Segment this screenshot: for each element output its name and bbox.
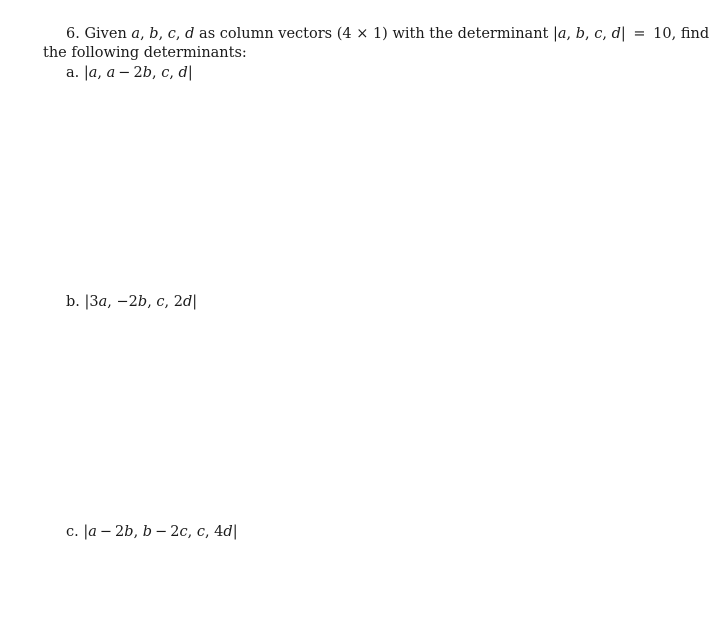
- separator: ,: [97, 65, 107, 81]
- coefficient: 2: [128, 294, 138, 310]
- question-line-1: [66, 25, 709, 44]
- part-c: [66, 523, 238, 542]
- question-intro-column-vectors: as column vectors: [199, 26, 333, 42]
- separator: ,: [585, 26, 595, 42]
- minus-sign: −: [118, 65, 131, 81]
- question-intro-with-determinant: with the determinant: [392, 26, 549, 42]
- separator: ,: [140, 26, 150, 42]
- separator: ,: [151, 65, 162, 81]
- coefficient: 2: [133, 65, 143, 81]
- var-b: b: [149, 26, 159, 42]
- dimensions: (4 × 1): [336, 26, 388, 42]
- separator: ,: [187, 524, 197, 540]
- det-value: 10: [653, 26, 672, 42]
- separator: ,: [107, 294, 117, 310]
- var-a: a: [131, 26, 141, 42]
- var-a: a: [106, 65, 116, 81]
- det-bar-right: |: [232, 524, 238, 540]
- var-c: c: [196, 524, 205, 540]
- separator: ,: [169, 65, 179, 81]
- var-b: b: [142, 524, 153, 540]
- separator: ,: [175, 26, 186, 42]
- var-c: c: [179, 524, 188, 540]
- var-c: c: [167, 26, 176, 42]
- det-bar-right: |: [187, 65, 193, 81]
- var-c: c: [161, 65, 170, 81]
- part-a: [66, 64, 193, 83]
- det-bar-left: |: [552, 26, 558, 42]
- minus-sign: −: [155, 524, 168, 540]
- coefficient: 2: [115, 524, 125, 540]
- var-d: d: [223, 524, 233, 540]
- part-b: [66, 293, 197, 312]
- part-a-label: a.: [66, 65, 80, 81]
- negative-sign: −: [116, 294, 129, 310]
- coefficient: 2: [170, 524, 180, 540]
- var-c: c: [156, 294, 165, 310]
- var-d: d: [185, 26, 195, 42]
- question-intro-find: , find: [671, 26, 709, 42]
- part-b-label: b.: [66, 294, 80, 310]
- separator: ,: [147, 294, 157, 310]
- det-bar-right: |: [620, 26, 626, 42]
- coefficient: 2: [173, 294, 183, 310]
- var-a: a: [88, 524, 97, 540]
- det-bar-left: |: [83, 65, 89, 81]
- separator: ,: [158, 26, 168, 42]
- var-d: d: [178, 65, 188, 81]
- part-c-label: c.: [66, 524, 79, 540]
- var-b: b: [137, 294, 148, 310]
- separator: ,: [566, 26, 576, 42]
- minus-sign: −: [99, 524, 113, 540]
- det-bar-right: |: [192, 294, 198, 310]
- separator: ,: [602, 26, 612, 42]
- var-a: a: [98, 294, 108, 310]
- question-line-2: the following determinants:: [43, 45, 247, 61]
- coefficient: 3: [89, 294, 99, 310]
- equals-sign: =: [633, 26, 646, 42]
- var-a: a: [557, 26, 567, 42]
- det-bar-left: |: [84, 294, 90, 310]
- separator: ,: [204, 524, 215, 540]
- var-a: a: [88, 65, 98, 81]
- var-b: b: [124, 524, 134, 540]
- var-c: c: [594, 26, 603, 42]
- var-b: b: [142, 65, 152, 81]
- det-bar-left: |: [83, 524, 89, 540]
- var-d: d: [611, 26, 621, 42]
- question-number: 6.: [66, 26, 80, 42]
- separator: ,: [164, 294, 174, 310]
- separator: ,: [133, 524, 143, 540]
- var-b: b: [575, 26, 586, 42]
- question-intro-given: Given: [84, 26, 127, 42]
- var-d: d: [183, 294, 193, 310]
- coefficient: 4: [214, 524, 224, 540]
